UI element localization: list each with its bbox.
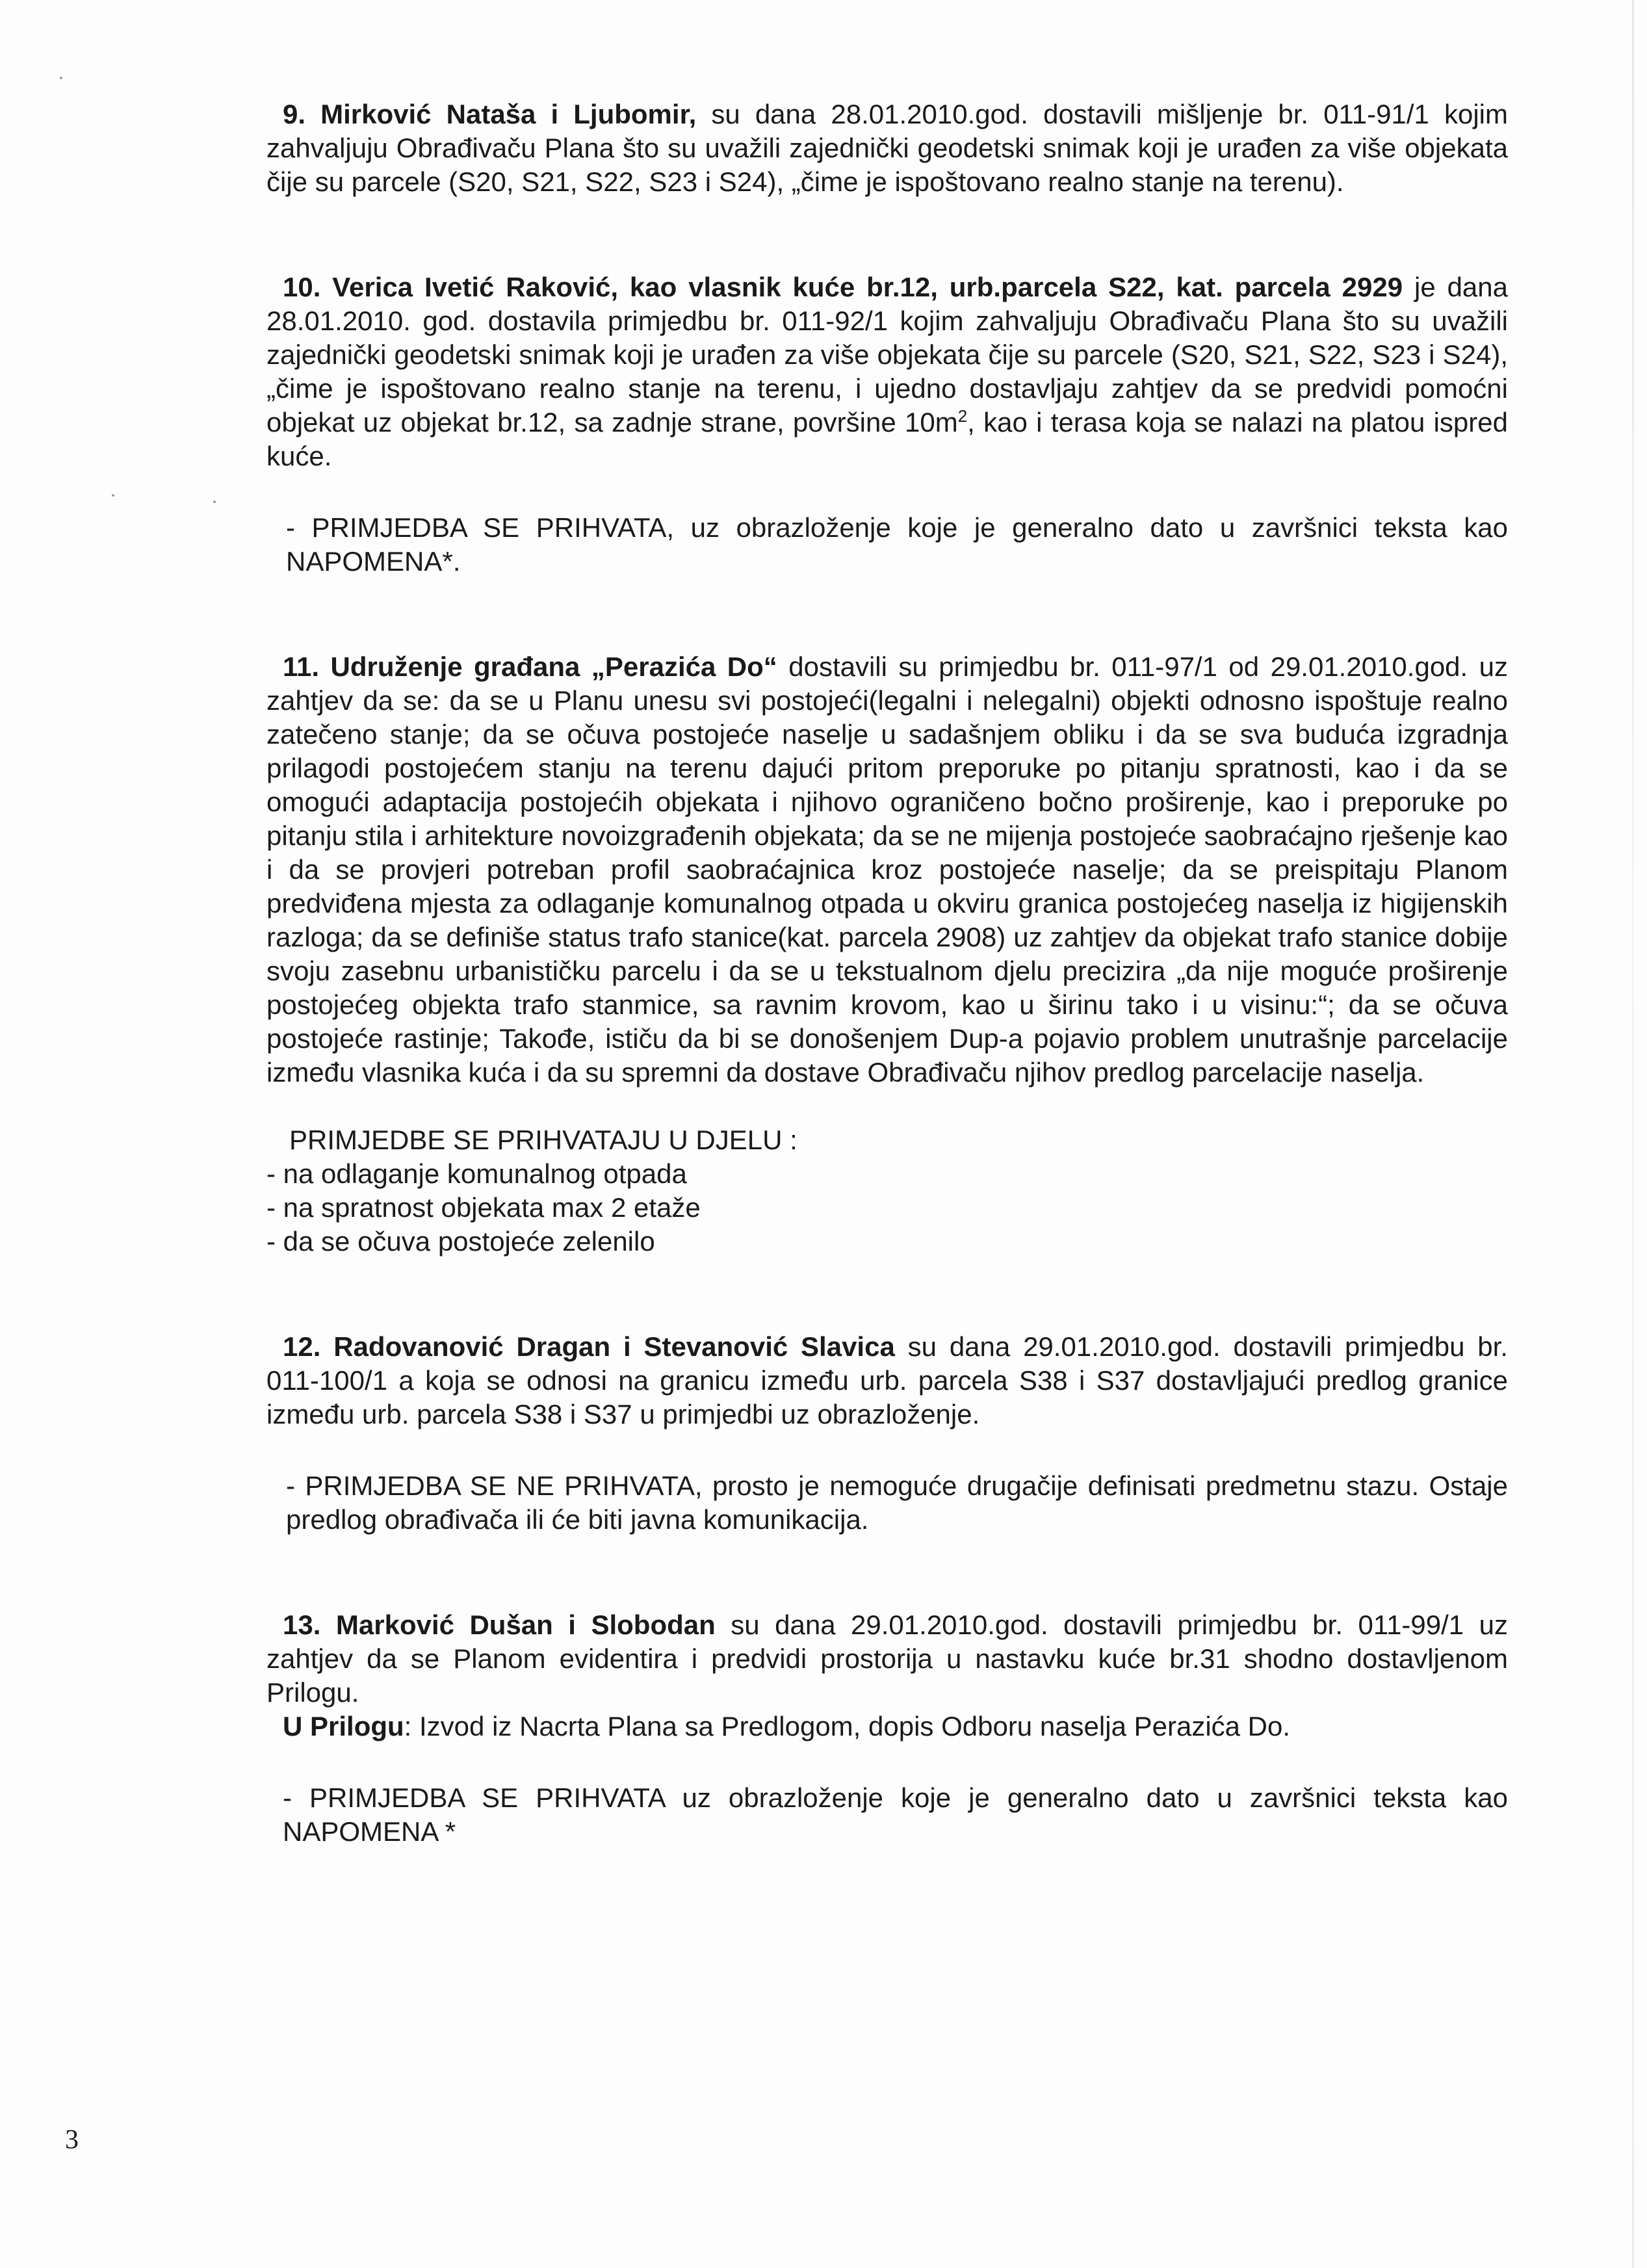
item-13-decision: - PRIMJEDBA SE PRIHVATA uz obrazloženje koje je generalno dato u završnici teksta kao NAPOMENA * <box>283 1782 1508 1847</box>
page-number: 3 <box>65 2125 79 2155</box>
item-body: su dana 29.01.2010.god. dostavili primjedbu br. 011-99/1 uz zahtjev da se Planom evidentira i predvidi prostorija u nastavku kuće br.31 shodno dostavljenom Prilogu. <box>266 1610 1509 1708</box>
scan-speck <box>213 501 216 503</box>
item-11-decision-list-item: - na odlaganje komunalnog otpada <box>266 1158 687 1189</box>
item-10-decision: - PRIMJEDBA SE PRIHVATA, uz obrazloženje koje je generalno dato u završnici teksta kao NAPOMENA*. <box>286 512 1508 577</box>
item-name: Marković Dušan i Slobodan <box>335 1610 716 1640</box>
scan-speck <box>60 77 62 79</box>
item-11 <box>266 650 1508 1089</box>
item-11-decision-list-item: - na spratnost objekata max 2 etaže <box>266 1192 701 1223</box>
attachment-text: : Izvod iz Nacrta Plana sa Predlogom, dopis Odboru naselja Perazića Do. <box>404 1711 1291 1741</box>
item-body-superscript: 2 <box>957 406 968 426</box>
item-body: su dana 28.01.2010.god. dostavili mišljenje br. 011-91/1 kojim zahvaljuju Obrađivaču Plana što su uvažili zajednički geodetski snimak koji je urađen za više objekata čije su parcele (S20, S21, S22, S23 i S24), „čime je ispoštovano realno stanje na terenu). <box>266 99 1509 197</box>
item-body: su dana 29.01.2010.god. dostavili primjedbu br. 011-100/1 a koja se odnosi na granicu između urb. parcela S38 i S37 dostavljajući predlog granice između urb. parcela S38 i S37 u primjedbi uz obrazloženje. <box>266 1331 1508 1429</box>
item-body-tail: , kao i terasa koja se nalazi na platou ispred kuće. <box>266 407 1508 471</box>
item-number: 11. <box>283 651 320 682</box>
scan-speck <box>112 494 114 497</box>
attachment-label: U Prilogu <box>283 1711 404 1741</box>
item-name: Radovanović Dragan i Stevanović Slavica <box>333 1331 895 1362</box>
item-name: Verica Ivetić Raković, kao vlasnik kuće br.12, urb.parcela S22, kat. parcela 2929 <box>332 272 1403 302</box>
item-number: 10. <box>283 272 321 302</box>
item-10 <box>266 270 1508 473</box>
item-body: dostavili su primjedbu br. 011-97/1 od 29.01.2010.god. uz zahtjev da se: da se u Planu unesu svi postojeći(legalni i nelegalni) objekti odnosno ispoštuje realno zatečeno stanje; da se očuva postojeće naselje u sadašnjem obliku i da se sva buduća izgradnja prilagodi postojećem stanju na terenu dajući pritom preporuke po pitanju spratnosti, kao i da se omogući adaptacija postojećih objekata i njihovo ograničeno bočno proširenje, kao i preporuke po pitanju stila i arhitekture novoizgrađenih objekata; da se ne mijenja postojeće saobraćajno rješenje kao i da se provjeri potreban profil saobraćajnica kroz postojeće naselje; da se preispitaju Planom predviđena mjesta za odlaganje komunalnog otpada u okviru granica postojećeg naselja iz higijenskih razloga; da se definiše status trafo stanice(kat. parcela 2908) uz zahtjev da objekat trafo stanice dobije svoju zasebnu urbanističku parcelu i da se u tekstualnom djelu precizira „da nije moguće proširenje postojećeg objekta trafo stanmice, sa ravnim krovom, kao u širinu tako i u visinu:“; da se očuva postojeće rastinje; Takođe, ističu da bi se donošenjem Dup-a pojavio problem unutrašnje parcelacije između vlasnika kuća i da su spremni da dostave Obrađivaču njihov predlog parcelacije naselja. <box>266 651 1509 1088</box>
item-13-attachment <box>266 1710 1508 1743</box>
item-12-decision: - PRIMJEDBA SE NE PRIHVATA, prosto je nemoguće drugačije definisati predmetnu stazu. Ostaje predlog obrađivača ili će biti javna komunikacija. <box>286 1470 1508 1535</box>
item-12 <box>266 1330 1508 1431</box>
document-body <box>266 98 1508 1849</box>
item-9 <box>266 98 1508 199</box>
item-name: Udruženje građana „Perazića Do“ <box>330 651 777 682</box>
scan-edge <box>1632 0 1634 2268</box>
item-number: 13. <box>283 1610 321 1640</box>
item-body: je dana 28.01.2010. god. dostavila primjedbu br. 011-92/1 kojim zahvaljuju Obrađivaču Plana što su uvažili zajednički geodetski snimak koji je urađen za više objekata čije su parcele (S20, S21, S22, S23 i S24), „čime je ispoštovano realno stanje na terenu, i ujedno dostavljaju zahtjev da se predvidi pomoćni objekat uz objekat br.12, sa zadnje strane, površine 10m <box>266 272 1509 437</box>
item-13 <box>266 1608 1508 1710</box>
item-11-decision-heading: PRIMJEDBE SE PRIHVATAJU U DJELU : <box>289 1125 798 1155</box>
item-11-decision-list-item: - da se očuva postojeće zelenilo <box>266 1226 655 1257</box>
item-number: 12. <box>283 1331 321 1362</box>
item-name: Mirković Nataša i Ljubomir, <box>320 99 697 129</box>
item-number: 9. <box>283 99 306 129</box>
